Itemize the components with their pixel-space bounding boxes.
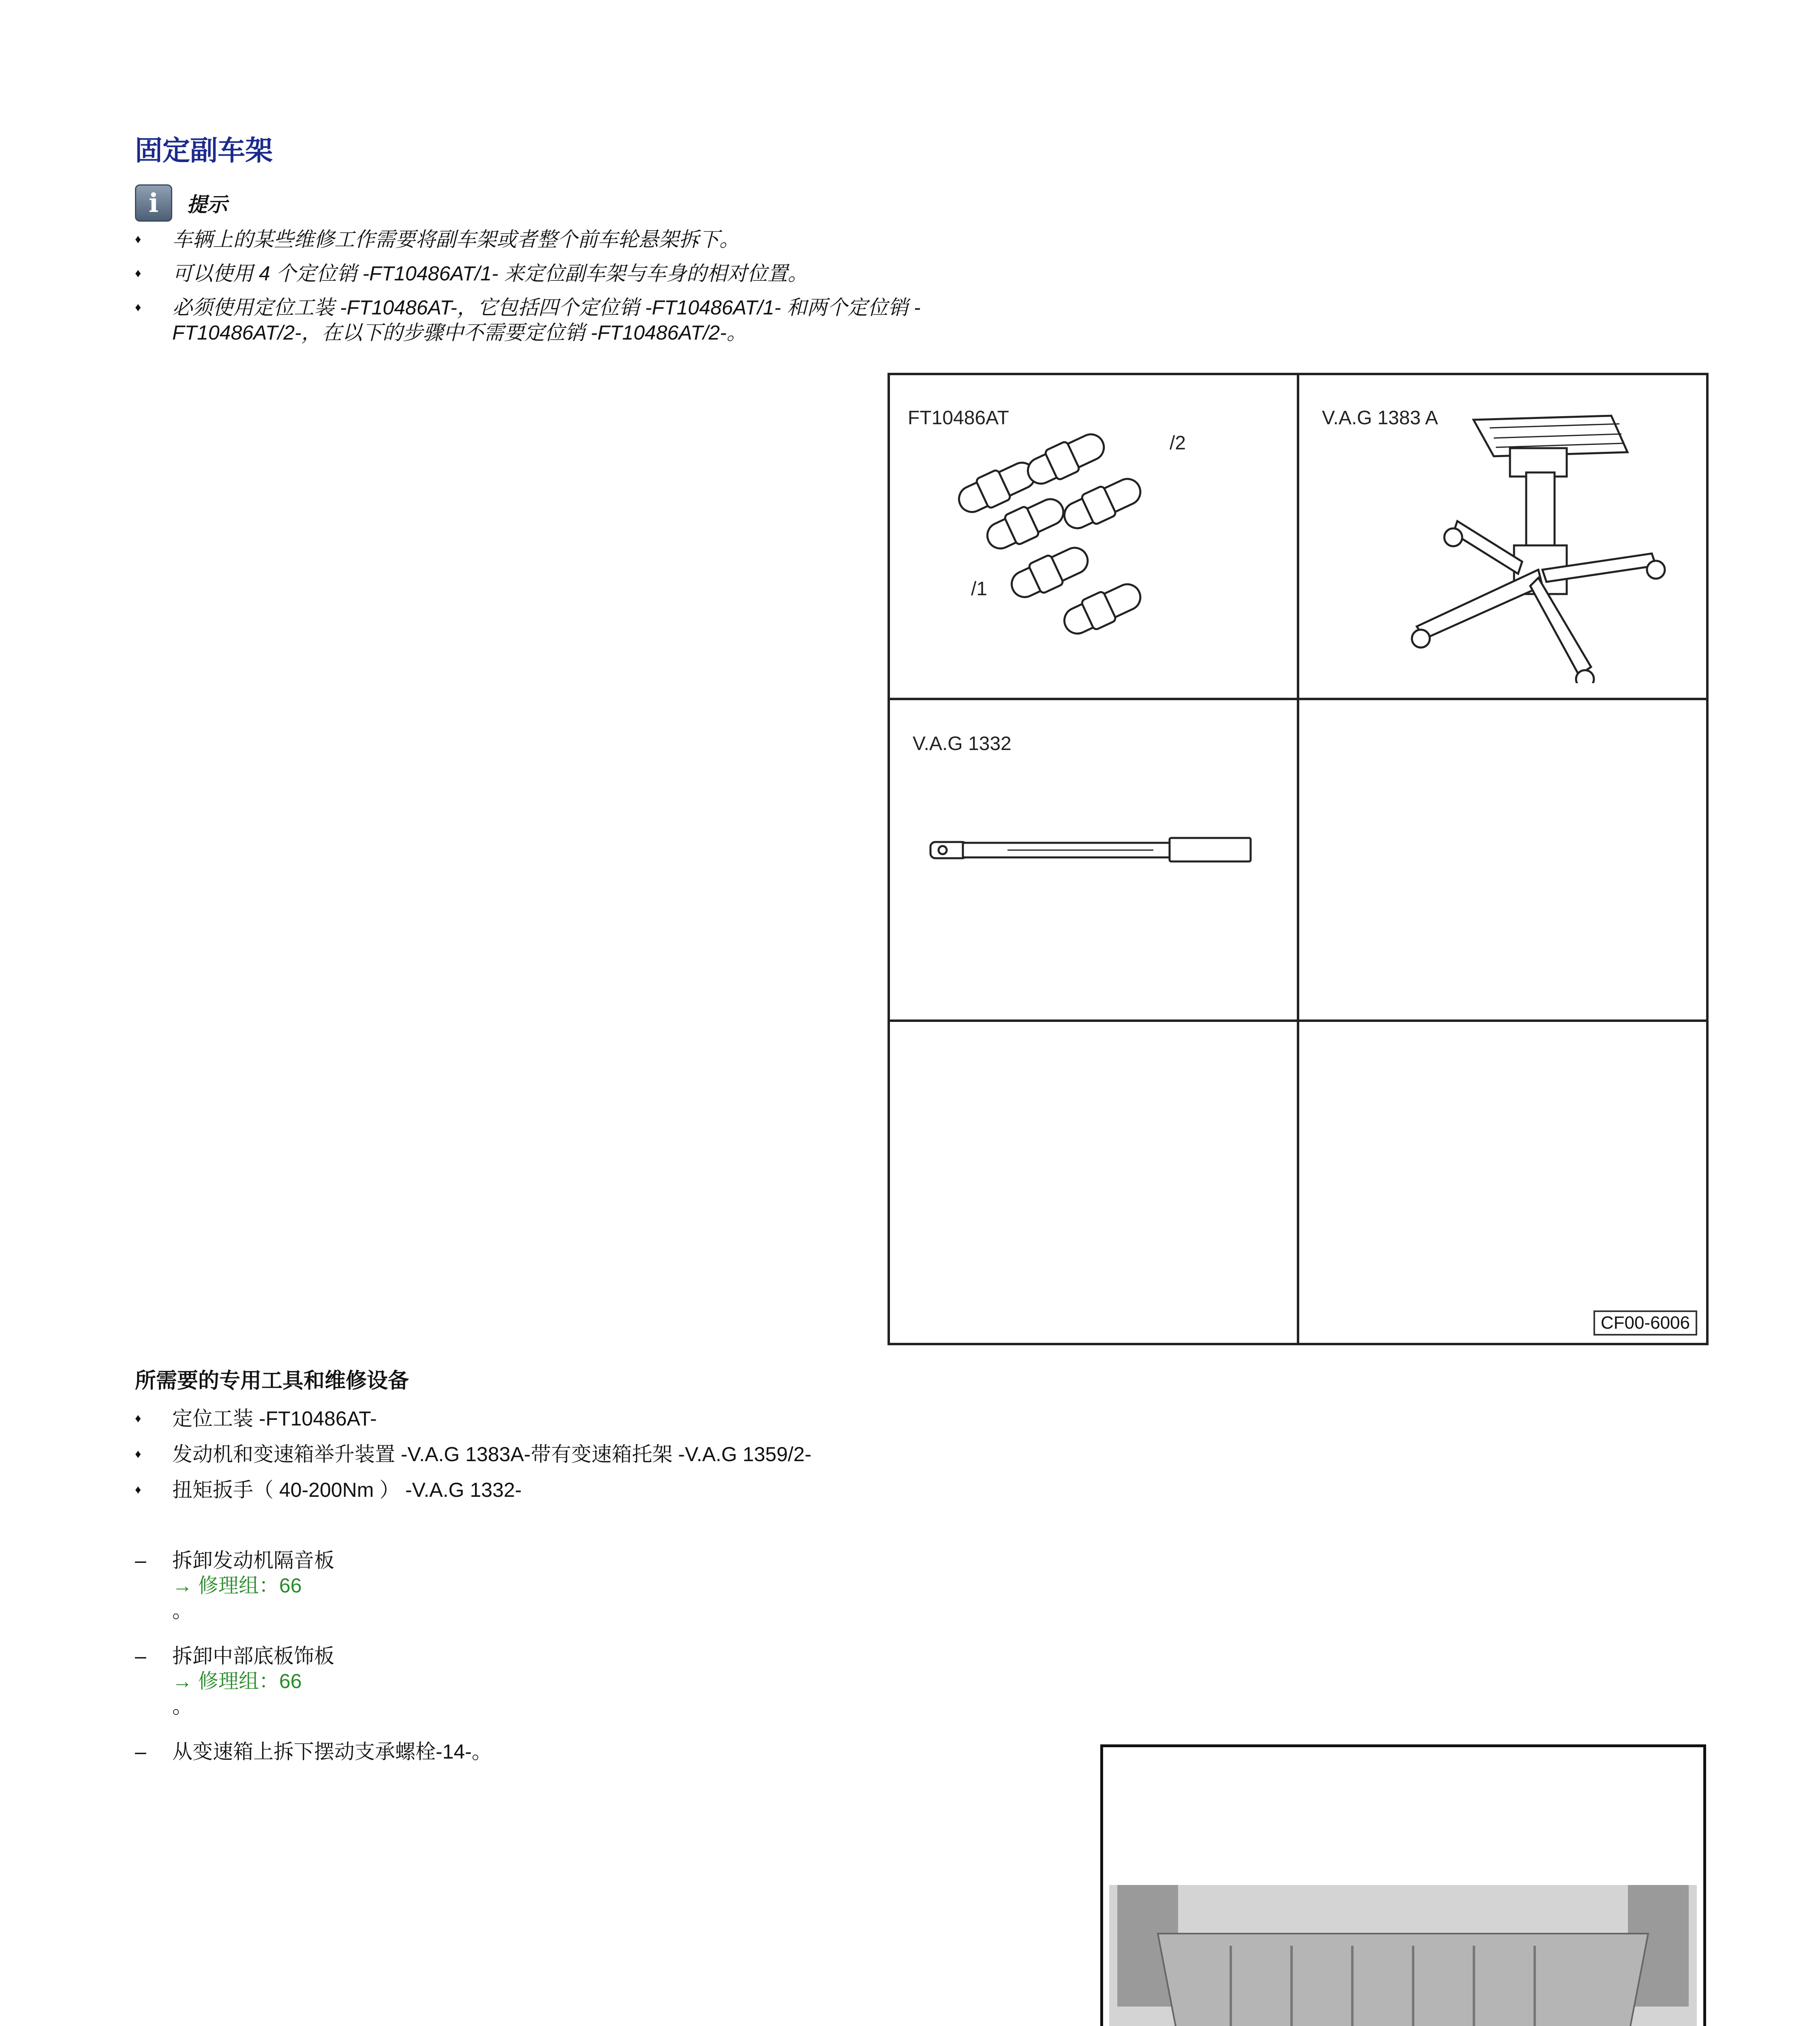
repair-group-link[interactable]: → 修理组：66: [172, 1574, 302, 1597]
procedure-step: [135, 1548, 492, 1623]
step-dash: –: [135, 1549, 146, 1572]
procedure-step: [135, 1739, 492, 1764]
step-text: 拆卸中部底板饰板: [172, 1645, 334, 1667]
note-item: ♦ 车辆上的某些维修工作需要将副车架或者整个前车轮悬架拆下。: [135, 227, 986, 252]
tool-cell-pins: [888, 373, 1299, 700]
required-tools-list: [135, 1406, 811, 1513]
repair-group-link[interactable]: → 修理组：66: [172, 1670, 302, 1693]
procedure-step: [135, 1643, 492, 1719]
figure-code: CF00-6006: [1593, 1310, 1697, 1336]
step-dash: –: [135, 1740, 146, 1763]
note-item: ♦ 可以使用 4 个定位销 -FT10486AT/1- 来定位副车架与车身的相对位置。: [135, 261, 986, 286]
info-icon: i: [135, 184, 172, 222]
step-dash: –: [135, 1645, 146, 1667]
note-header: [135, 185, 227, 221]
pin-label-2: /2: [1170, 432, 1186, 454]
subframe-rendering: [1109, 1885, 1697, 2026]
required-tool-item: ♦ 发动机和变速箱举升装置 -V.A.G 1383A-带有变速箱托架 -V.A.G 1359/2-: [135, 1442, 811, 1467]
subframe-photo-figure: [1100, 1744, 1706, 2026]
locating-pins-illustration: [930, 424, 1182, 651]
required-tools-heading: 所需要的专用工具和维修设备: [135, 1369, 409, 1393]
procedure-steps: [135, 1548, 492, 1770]
tool-label: FT10486AT: [908, 407, 1009, 429]
page-title: 固定副车架: [135, 135, 273, 166]
step-text: 从变速箱上拆下摆动支承螺栓-14-。: [172, 1740, 492, 1763]
step-end: 。: [172, 1599, 192, 1622]
tool-cell-lift: [1297, 373, 1709, 700]
tool-label: V.A.G 1383 A: [1322, 407, 1438, 429]
pin-label-1: /1: [971, 578, 988, 600]
step-text: 拆卸发动机隔音板: [172, 1549, 334, 1572]
note-item: ♦ 必须使用定位工装 -FT10486AT-，它包括四个定位销 -FT10486AT/1- 和两个定位销 -FT10486AT/2-，在以下的步骤中不需要定位销 -FT10486AT/2-。: [135, 295, 986, 345]
note-label: 提示: [187, 193, 227, 216]
torque-wrench-illustration: [926, 830, 1259, 866]
tools-figure: [888, 373, 1706, 1345]
transmission-lift-illustration: [1401, 400, 1692, 683]
tool-label: V.A.G 1332: [913, 733, 1012, 754]
note-list: [135, 227, 986, 354]
required-tool-item: ♦ 定位工装 -FT10486AT-: [135, 1406, 811, 1431]
tool-cell-empty: [1297, 1019, 1709, 1345]
tool-cell-wrench: [888, 698, 1299, 1022]
tool-cell-empty: [1297, 698, 1709, 1022]
step-end: 。: [172, 1695, 192, 1718]
tool-cell-empty: [888, 1019, 1299, 1345]
required-tool-item: ♦ 扭矩扳手（ 40-200Nm ） -V.A.G 1332-: [135, 1477, 811, 1502]
